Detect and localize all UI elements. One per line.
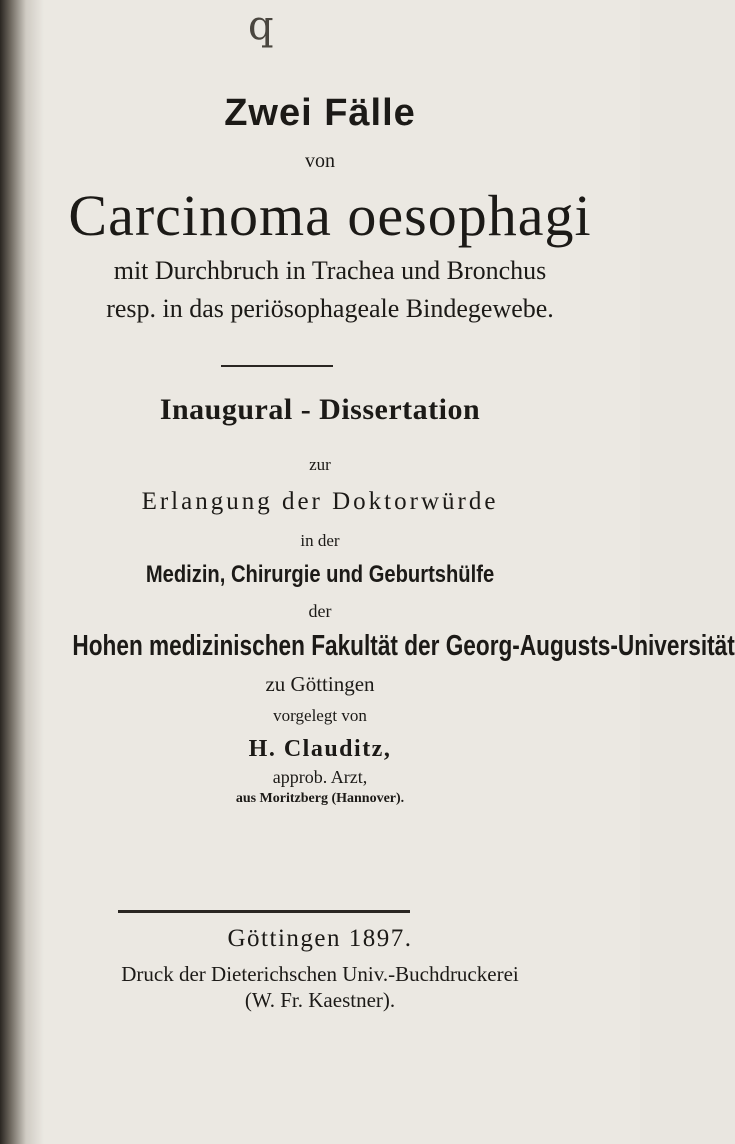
dissertation-in-der: in der bbox=[300, 531, 340, 550]
author-title: approb. Arzt, bbox=[272, 767, 368, 787]
faculty-fields: Medizin, Chirurgie und Geburtshülfe bbox=[145, 561, 495, 588]
dissertation-der: der bbox=[308, 601, 332, 621]
imprint-printer-owner: (W. Fr. Kaestner). bbox=[244, 988, 396, 1012]
subtitle-line-1: mit Durchbruch in Trachea und Bronchus bbox=[113, 256, 547, 285]
author-name: H. Clauditz, bbox=[248, 736, 392, 762]
imprint-printer: Druck der Dieterichschen Univ.-Buchdruckerei bbox=[121, 962, 519, 986]
university-city: zu Göttingen bbox=[265, 672, 375, 696]
title-line-2: von bbox=[305, 150, 335, 172]
presented-by: vorgelegt von bbox=[273, 706, 367, 725]
title-line-1: Zwei Fälle bbox=[224, 92, 416, 134]
library-mark: q bbox=[248, 3, 274, 49]
dissertation-heading: Inaugural - Dissertation bbox=[159, 393, 481, 426]
faculty-name: Hohen medizinischen Fakultät der Georg-Augusts-Universität bbox=[72, 630, 735, 662]
divider-rule bbox=[221, 365, 333, 367]
author-origin: aus Moritzberg (Hannover). bbox=[235, 791, 405, 806]
imprint-rule bbox=[118, 910, 410, 913]
dissertation-purpose: Erlangung der Doktorwürde bbox=[141, 488, 499, 515]
dissertation-zur: zur bbox=[309, 455, 331, 474]
main-title: Carcinoma oesophagi bbox=[68, 183, 592, 248]
subtitle-line-2: resp. in das periösophageale Bindegewebe. bbox=[106, 294, 554, 323]
imprint-place-year: Göttingen 1897. bbox=[227, 925, 413, 952]
